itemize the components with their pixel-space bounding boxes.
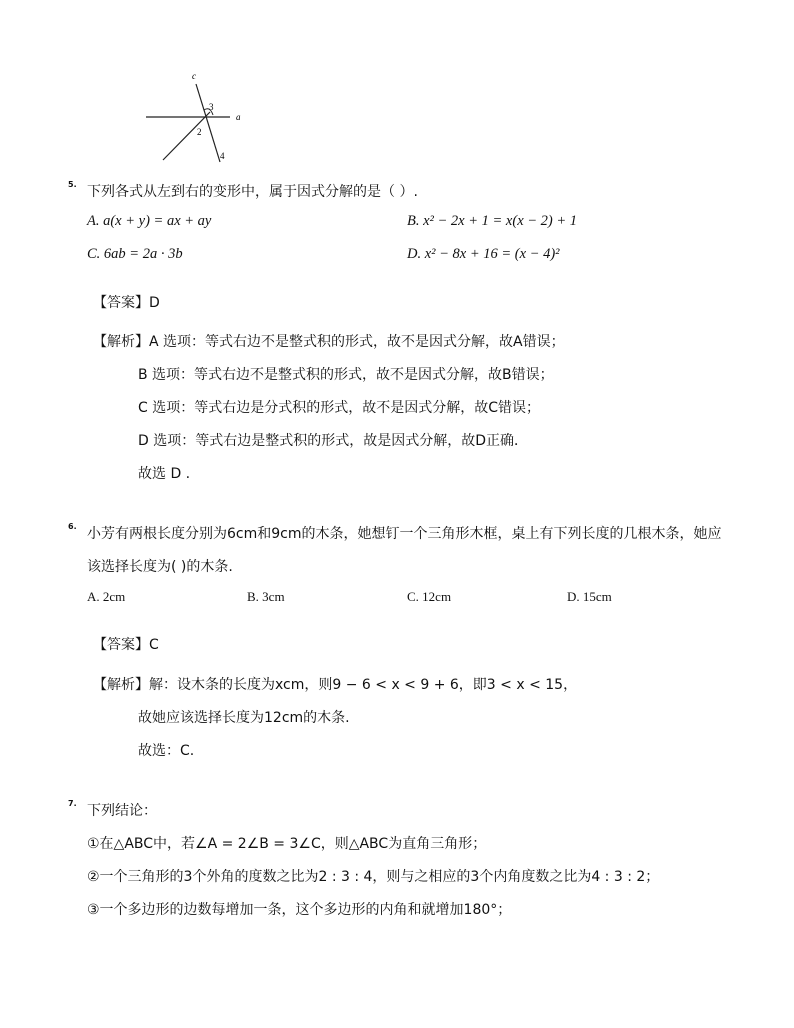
q5-analysis-line-2: B 选项：等式右边不是整式积的形式，故不是因式分解，故B错误； bbox=[138, 367, 554, 383]
q5-answer: 【答案】D bbox=[93, 295, 160, 311]
q6-stem-line-2: 该选择长度为( )的木条. bbox=[87, 559, 233, 575]
q5-option-a: A. a(x + y) = ax + ay bbox=[87, 213, 212, 229]
q5-analysis-line-3: C 选项：等式右边是分式积的形式，故不是因式分解，故C错误； bbox=[138, 400, 540, 416]
q6-analysis-line-3: 故选：C. bbox=[138, 743, 195, 759]
q6-number: 6. bbox=[68, 522, 77, 531]
q5-option-b: B. x² − 2x + 1 = x(x − 2) + 1 bbox=[407, 213, 578, 229]
q6-stem-line-1: 小芳有两根长度分别为6cm和9cm的木条，她想钉一个三角形木框，桌上有下列长度的几根木条，她应 bbox=[87, 526, 722, 542]
q6-option-a: A. 2cm bbox=[87, 589, 126, 604]
q7-item-1: ①在△ABC中，若∠A = 2∠B = 3∠C，则△ABC为直角三角形； bbox=[87, 836, 487, 852]
q6-option-c: C. 12cm bbox=[407, 589, 452, 604]
q5-option-c: C. 6ab = 2a · 3b bbox=[87, 246, 183, 262]
q5-analysis-line-1: 【解析】A 选项：等式右边不是整式积的形式，故不是因式分解，故A错误； bbox=[93, 334, 565, 350]
q7-stem: 下列结论： bbox=[87, 803, 157, 819]
geometry-figure bbox=[140, 70, 260, 165]
q6-answer: 【答案】C bbox=[93, 637, 159, 653]
label-c: c bbox=[192, 71, 196, 81]
q5-stem: 下列各式从左到右的变形中，属于因式分解的是（ ）. bbox=[87, 184, 418, 200]
q7-item-3: ③一个多边形的边数每增加一条，这个多边形的内角和就增加180°； bbox=[87, 902, 512, 918]
label-angle-4: 4 bbox=[220, 151, 225, 161]
q5-number: 5. bbox=[68, 180, 77, 189]
label-angle-2: 2 bbox=[197, 127, 202, 137]
transversal-line bbox=[163, 112, 210, 160]
q5-option-d: D. x² − 8x + 16 = (x − 4)² bbox=[407, 246, 560, 262]
label-a: a bbox=[236, 112, 241, 122]
q6-option-d: D. 15cm bbox=[567, 589, 612, 604]
q5-analysis-line-4: D 选项：等式右边是整式积的形式，故是因式分解，故D正确． bbox=[138, 433, 529, 449]
q5-analysis-line-5: 故选 D . bbox=[138, 466, 191, 482]
q6-analysis-line-1: 【解析】解：设木条的长度为xcm，则9 − 6 < x < 9 + 6，即3 < x < 15， bbox=[93, 677, 578, 693]
q6-analysis-line-2: 故她应该选择长度为12cm的木条. bbox=[138, 710, 350, 726]
q7-item-2: ②一个三角形的3个外角的度数之比为2 : 3 : 4，则与之相应的3个内角度数之比为4 : 3 : 2； bbox=[87, 869, 660, 885]
q7-number: 7. bbox=[68, 799, 77, 808]
label-angle-3: 3 bbox=[209, 102, 214, 112]
q6-option-b: B. 3cm bbox=[247, 589, 285, 604]
